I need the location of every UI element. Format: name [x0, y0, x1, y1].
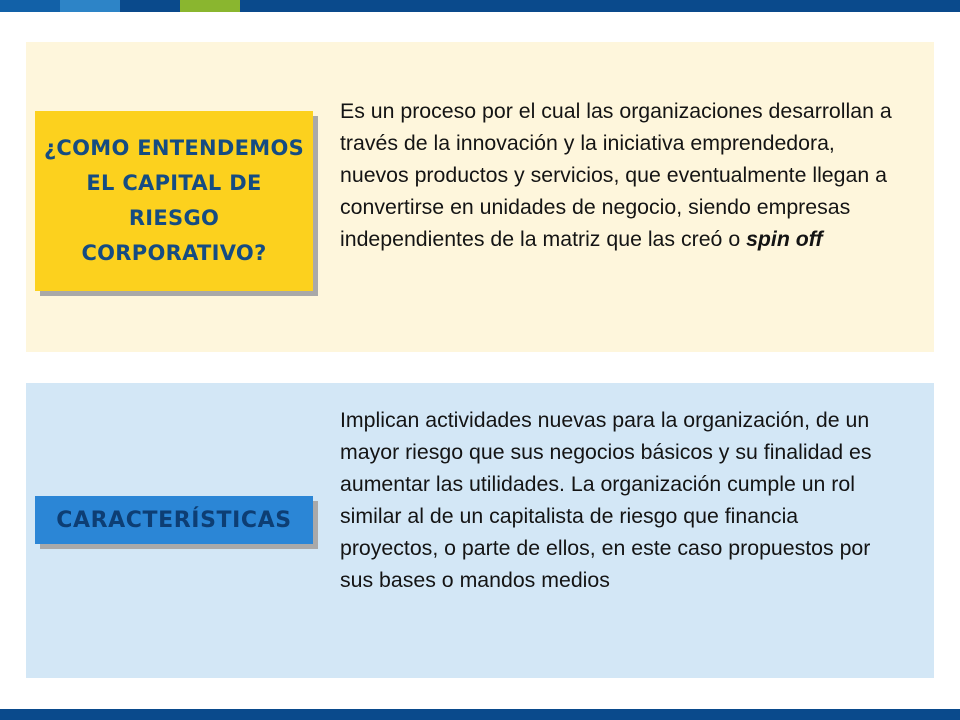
header-segment [180, 0, 240, 12]
header-segment [60, 0, 120, 12]
header-segment [0, 0, 60, 12]
definition-text [340, 95, 900, 255]
characteristics-text: Implican actividades nuevas para la organización, de un mayor riesgo que sus negocios básicos y su finalidad es aumentar las utilidades. La organización cumple un rol similar al de un capitalista de riesgo que financia proyectos, o parte de ellos, en este caso propuestos por sus bases o mandos medios [340, 408, 872, 592]
characteristics-heading [35, 496, 313, 544]
spin-off-emphasis: spin off [746, 227, 823, 251]
definition-heading [35, 111, 313, 291]
definition-heading-text: ¿COMO ENTENDEMOS EL CAPITAL DE RIESGO CORPORATIVO? [43, 136, 305, 265]
header-bar [0, 0, 960, 12]
footer-bar [0, 709, 960, 720]
characteristics-heading-text: CARACTERÍSTICAS [56, 507, 292, 533]
definition-body: Es un proceso por el cual las organizaciones desarrollan a través de la innovación y la iniciativa emprendedora, nuevos productos y servicios, que eventualmente llegan a convertirse en unidades de negocio, siendo empresas independientes de la matriz que las creó o [340, 99, 892, 251]
